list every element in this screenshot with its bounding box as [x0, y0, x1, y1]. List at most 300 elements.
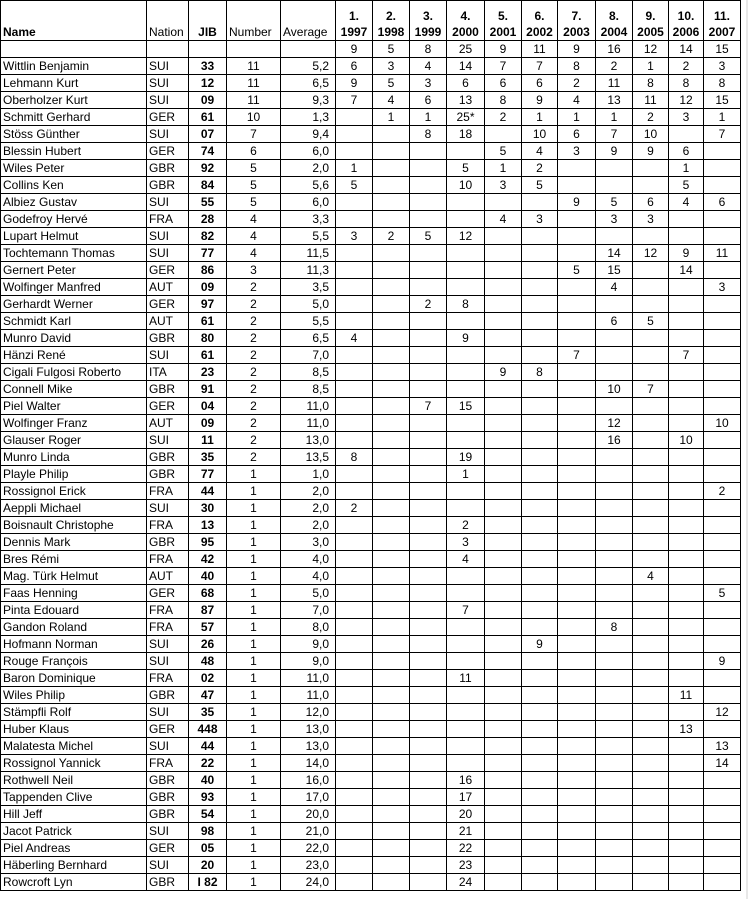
- nation-cell[interactable]: GER: [147, 840, 189, 857]
- year-rank-cell[interactable]: [447, 721, 485, 738]
- jib-cell[interactable]: 77: [189, 466, 227, 483]
- year-rank-cell[interactable]: [336, 296, 373, 313]
- year-rank-cell[interactable]: [447, 738, 485, 755]
- year-rank-cell[interactable]: [410, 568, 447, 585]
- year-rank-cell[interactable]: [669, 500, 704, 517]
- year-rank-cell[interactable]: [373, 534, 410, 551]
- year-rank-cell[interactable]: [410, 483, 447, 500]
- year-rank-cell[interactable]: [410, 704, 447, 721]
- year-rank-cell[interactable]: [704, 772, 741, 789]
- year-rank-cell[interactable]: [522, 857, 558, 874]
- year-rank-cell[interactable]: [704, 670, 741, 687]
- name-cell[interactable]: Malatesta Michel: [1, 738, 147, 755]
- average-cell[interactable]: 2,0: [281, 160, 336, 177]
- year-rank-cell[interactable]: [704, 296, 741, 313]
- nation-cell[interactable]: GBR: [147, 160, 189, 177]
- year-rank-cell[interactable]: [522, 466, 558, 483]
- year-rank-cell[interactable]: [485, 483, 522, 500]
- year-rank-cell[interactable]: [485, 704, 522, 721]
- nation-cell[interactable]: SUI: [147, 245, 189, 262]
- nation-cell[interactable]: GBR: [147, 534, 189, 551]
- number-cell[interactable]: 7: [227, 126, 281, 143]
- name-cell[interactable]: Cigali Fulgosi Roberto: [1, 364, 147, 381]
- year-rank-cell[interactable]: [558, 449, 596, 466]
- nation-cell[interactable]: SUI: [147, 126, 189, 143]
- year-rank-cell[interactable]: [633, 364, 669, 381]
- year-rank-cell[interactable]: [558, 364, 596, 381]
- number-cell[interactable]: 1: [227, 653, 281, 670]
- year-rank-cell[interactable]: [558, 296, 596, 313]
- year-rank-cell[interactable]: 3: [447, 534, 485, 551]
- average-cell[interactable]: 4,0: [281, 568, 336, 585]
- year-rank-cell[interactable]: 9: [522, 92, 558, 109]
- year-rank-cell[interactable]: [410, 738, 447, 755]
- year-rank-cell[interactable]: [485, 772, 522, 789]
- year-rank-cell[interactable]: [522, 500, 558, 517]
- year-rank-cell[interactable]: [669, 449, 704, 466]
- year-rank-cell[interactable]: [522, 823, 558, 840]
- number-cell[interactable]: 1: [227, 823, 281, 840]
- name-cell[interactable]: Lehmann Kurt: [1, 75, 147, 92]
- nation-cell[interactable]: FRA: [147, 755, 189, 772]
- year-rank-cell[interactable]: [410, 840, 447, 857]
- year-rank-cell[interactable]: [410, 466, 447, 483]
- year-rank-cell[interactable]: [373, 789, 410, 806]
- year-rank-cell[interactable]: 3: [596, 211, 633, 228]
- year-rank-cell[interactable]: [485, 789, 522, 806]
- year-rank-cell[interactable]: [485, 296, 522, 313]
- jib-cell[interactable]: 42: [189, 551, 227, 568]
- year-rank-cell[interactable]: [410, 432, 447, 449]
- jib-cell[interactable]: 48: [189, 653, 227, 670]
- total-participants[interactable]: 9: [558, 41, 596, 58]
- year-rank-cell[interactable]: [558, 483, 596, 500]
- name-cell[interactable]: Stöss Günther: [1, 126, 147, 143]
- year-rank-cell[interactable]: [485, 857, 522, 874]
- nation-cell[interactable]: GER: [147, 262, 189, 279]
- jib-cell[interactable]: 92: [189, 160, 227, 177]
- year-rank-cell[interactable]: [485, 602, 522, 619]
- year-rank-cell[interactable]: 13: [704, 738, 741, 755]
- year-rank-cell[interactable]: [596, 398, 633, 415]
- jib-cell[interactable]: 61: [189, 347, 227, 364]
- year-rank-cell[interactable]: 8: [522, 364, 558, 381]
- name-cell[interactable]: Lupart Helmut: [1, 228, 147, 245]
- year-rank-cell[interactable]: [410, 211, 447, 228]
- year-rank-cell[interactable]: [410, 636, 447, 653]
- year-rank-cell[interactable]: [633, 160, 669, 177]
- average-cell[interactable]: 5,2: [281, 58, 336, 75]
- year-rank-cell[interactable]: [669, 381, 704, 398]
- jib-cell[interactable]: 09: [189, 92, 227, 109]
- year-rank-cell[interactable]: [522, 347, 558, 364]
- year-rank-cell[interactable]: [558, 160, 596, 177]
- average-cell[interactable]: 11,0: [281, 670, 336, 687]
- year-rank-cell[interactable]: [373, 449, 410, 466]
- year-rank-cell[interactable]: [522, 449, 558, 466]
- nation-cell[interactable]: GBR: [147, 772, 189, 789]
- year-rank-cell[interactable]: [558, 517, 596, 534]
- number-cell[interactable]: 1: [227, 721, 281, 738]
- year-rank-cell[interactable]: 10: [522, 126, 558, 143]
- number-cell[interactable]: 1: [227, 857, 281, 874]
- header-name[interactable]: Name: [1, 1, 147, 41]
- year-rank-cell[interactable]: [558, 789, 596, 806]
- year-rank-cell[interactable]: [410, 415, 447, 432]
- year-rank-cell[interactable]: [336, 789, 373, 806]
- year-rank-cell[interactable]: [596, 687, 633, 704]
- name-cell[interactable]: Faas Henning: [1, 585, 147, 602]
- year-rank-cell[interactable]: [447, 619, 485, 636]
- year-rank-cell[interactable]: [410, 687, 447, 704]
- year-rank-cell[interactable]: [485, 806, 522, 823]
- year-rank-cell[interactable]: [373, 500, 410, 517]
- year-rank-cell[interactable]: 10: [669, 432, 704, 449]
- year-rank-cell[interactable]: 13: [669, 721, 704, 738]
- year-rank-cell[interactable]: 10: [596, 381, 633, 398]
- year-rank-cell[interactable]: 12: [596, 415, 633, 432]
- year-rank-cell[interactable]: [485, 755, 522, 772]
- average-cell[interactable]: 8,5: [281, 381, 336, 398]
- year-rank-cell[interactable]: [633, 653, 669, 670]
- name-cell[interactable]: Stämpfli Rolf: [1, 704, 147, 721]
- year-rank-cell[interactable]: 3: [373, 58, 410, 75]
- year-rank-cell[interactable]: 3: [704, 58, 741, 75]
- nation-cell[interactable]: GBR: [147, 449, 189, 466]
- year-rank-cell[interactable]: [373, 874, 410, 891]
- number-cell[interactable]: 3: [227, 262, 281, 279]
- year-rank-cell[interactable]: [704, 568, 741, 585]
- year-rank-cell[interactable]: [704, 347, 741, 364]
- year-rank-cell[interactable]: [704, 330, 741, 347]
- jib-cell[interactable]: 05: [189, 840, 227, 857]
- year-rank-cell[interactable]: [373, 415, 410, 432]
- total-participants[interactable]: 16: [596, 41, 633, 58]
- nation-cell[interactable]: SUI: [147, 738, 189, 755]
- name-cell[interactable]: Bres Rémi: [1, 551, 147, 568]
- year-rank-cell[interactable]: [633, 534, 669, 551]
- year-rank-cell[interactable]: [410, 500, 447, 517]
- average-cell[interactable]: 2,0: [281, 500, 336, 517]
- header-year[interactable]: 6. 2002: [522, 1, 558, 41]
- year-rank-cell[interactable]: [558, 398, 596, 415]
- year-rank-cell[interactable]: [558, 279, 596, 296]
- average-cell[interactable]: 22,0: [281, 840, 336, 857]
- name-cell[interactable]: Hofmann Norman: [1, 636, 147, 653]
- jib-cell[interactable]: 61: [189, 313, 227, 330]
- year-rank-cell[interactable]: 16: [447, 772, 485, 789]
- year-rank-cell[interactable]: 7: [522, 58, 558, 75]
- average-cell[interactable]: 4,0: [281, 551, 336, 568]
- average-cell[interactable]: 9,4: [281, 126, 336, 143]
- year-rank-cell[interactable]: [336, 874, 373, 891]
- year-rank-cell[interactable]: [704, 262, 741, 279]
- year-rank-cell[interactable]: [596, 789, 633, 806]
- number-cell[interactable]: 2: [227, 449, 281, 466]
- year-rank-cell[interactable]: [704, 228, 741, 245]
- year-rank-cell[interactable]: [410, 823, 447, 840]
- year-rank-cell[interactable]: [410, 194, 447, 211]
- nation-cell[interactable]: SUI: [147, 823, 189, 840]
- year-rank-cell[interactable]: [522, 279, 558, 296]
- year-rank-cell[interactable]: [485, 398, 522, 415]
- year-rank-cell[interactable]: 5: [485, 143, 522, 160]
- year-rank-cell[interactable]: [669, 364, 704, 381]
- year-rank-cell[interactable]: [522, 330, 558, 347]
- jib-cell[interactable]: 91: [189, 381, 227, 398]
- year-rank-cell[interactable]: [410, 330, 447, 347]
- average-cell[interactable]: 11,5: [281, 245, 336, 262]
- name-cell[interactable]: Schmitt Gerhard: [1, 109, 147, 126]
- name-cell[interactable]: Munro Linda: [1, 449, 147, 466]
- year-rank-cell[interactable]: 3: [669, 109, 704, 126]
- nation-cell[interactable]: AUT: [147, 568, 189, 585]
- year-rank-cell[interactable]: 6: [633, 194, 669, 211]
- year-rank-cell[interactable]: [669, 857, 704, 874]
- year-rank-cell[interactable]: [522, 483, 558, 500]
- year-rank-cell[interactable]: [522, 806, 558, 823]
- year-rank-cell[interactable]: 25*: [447, 109, 485, 126]
- year-rank-cell[interactable]: 9: [704, 653, 741, 670]
- average-cell[interactable]: 13,0: [281, 738, 336, 755]
- number-cell[interactable]: 1: [227, 840, 281, 857]
- year-rank-cell[interactable]: [373, 687, 410, 704]
- number-cell[interactable]: 2: [227, 313, 281, 330]
- name-cell[interactable]: Glauser Roger: [1, 432, 147, 449]
- year-rank-cell[interactable]: 2: [669, 58, 704, 75]
- total-participants[interactable]: 9: [336, 41, 373, 58]
- year-rank-cell[interactable]: [633, 687, 669, 704]
- year-rank-cell[interactable]: 6: [485, 75, 522, 92]
- year-rank-cell[interactable]: 2: [336, 500, 373, 517]
- year-rank-cell[interactable]: [485, 585, 522, 602]
- year-rank-cell[interactable]: [373, 670, 410, 687]
- name-cell[interactable]: Aeppli Michael: [1, 500, 147, 517]
- year-rank-cell[interactable]: 3: [704, 279, 741, 296]
- year-rank-cell[interactable]: 4: [447, 551, 485, 568]
- year-rank-cell[interactable]: [558, 619, 596, 636]
- jib-cell[interactable]: 23: [189, 364, 227, 381]
- year-rank-cell[interactable]: [336, 602, 373, 619]
- average-cell[interactable]: 3,3: [281, 211, 336, 228]
- year-rank-cell[interactable]: [485, 228, 522, 245]
- year-rank-cell[interactable]: [669, 279, 704, 296]
- nation-cell[interactable]: SUI: [147, 194, 189, 211]
- year-rank-cell[interactable]: [410, 772, 447, 789]
- year-rank-cell[interactable]: [373, 772, 410, 789]
- totals-blank[interactable]: [281, 41, 336, 58]
- year-rank-cell[interactable]: [485, 347, 522, 364]
- nation-cell[interactable]: GBR: [147, 789, 189, 806]
- year-rank-cell[interactable]: 4: [485, 211, 522, 228]
- year-rank-cell[interactable]: 15: [704, 92, 741, 109]
- year-rank-cell[interactable]: 1: [410, 109, 447, 126]
- jib-cell[interactable]: 13: [189, 517, 227, 534]
- year-rank-cell[interactable]: 20: [447, 806, 485, 823]
- average-cell[interactable]: 5,0: [281, 296, 336, 313]
- year-rank-cell[interactable]: [704, 789, 741, 806]
- year-rank-cell[interactable]: [373, 568, 410, 585]
- year-rank-cell[interactable]: 8: [485, 92, 522, 109]
- year-rank-cell[interactable]: [596, 721, 633, 738]
- jib-cell[interactable]: 09: [189, 415, 227, 432]
- total-participants[interactable]: 11: [522, 41, 558, 58]
- year-rank-cell[interactable]: 6: [447, 75, 485, 92]
- year-rank-cell[interactable]: [558, 823, 596, 840]
- number-cell[interactable]: 6: [227, 143, 281, 160]
- year-rank-cell[interactable]: 7: [336, 92, 373, 109]
- year-rank-cell[interactable]: [669, 619, 704, 636]
- year-rank-cell[interactable]: [410, 313, 447, 330]
- year-rank-cell[interactable]: [410, 517, 447, 534]
- year-rank-cell[interactable]: [485, 670, 522, 687]
- nation-cell[interactable]: ITA: [147, 364, 189, 381]
- year-rank-cell[interactable]: [633, 789, 669, 806]
- year-rank-cell[interactable]: [633, 857, 669, 874]
- year-rank-cell[interactable]: [336, 262, 373, 279]
- year-rank-cell[interactable]: 2: [522, 160, 558, 177]
- name-cell[interactable]: Rothwell Neil: [1, 772, 147, 789]
- year-rank-cell[interactable]: [336, 653, 373, 670]
- year-rank-cell[interactable]: [410, 602, 447, 619]
- nation-cell[interactable]: GBR: [147, 466, 189, 483]
- year-rank-cell[interactable]: [373, 296, 410, 313]
- year-rank-cell[interactable]: 5: [373, 75, 410, 92]
- year-rank-cell[interactable]: [447, 653, 485, 670]
- year-rank-cell[interactable]: [373, 313, 410, 330]
- year-rank-cell[interactable]: [410, 721, 447, 738]
- year-rank-cell[interactable]: [522, 670, 558, 687]
- year-rank-cell[interactable]: 8: [704, 75, 741, 92]
- year-rank-cell[interactable]: [336, 415, 373, 432]
- year-rank-cell[interactable]: [336, 517, 373, 534]
- year-rank-cell[interactable]: [633, 585, 669, 602]
- year-rank-cell[interactable]: 2: [704, 483, 741, 500]
- year-rank-cell[interactable]: 8: [558, 58, 596, 75]
- year-rank-cell[interactable]: 9: [447, 330, 485, 347]
- year-rank-cell[interactable]: [558, 687, 596, 704]
- year-rank-cell[interactable]: 6: [669, 143, 704, 160]
- average-cell[interactable]: 21,0: [281, 823, 336, 840]
- year-rank-cell[interactable]: [522, 381, 558, 398]
- number-cell[interactable]: 2: [227, 296, 281, 313]
- year-rank-cell[interactable]: 9: [558, 194, 596, 211]
- year-rank-cell[interactable]: 7: [596, 126, 633, 143]
- year-rank-cell[interactable]: [669, 534, 704, 551]
- year-rank-cell[interactable]: [704, 721, 741, 738]
- average-cell[interactable]: 5,5: [281, 313, 336, 330]
- nation-cell[interactable]: FRA: [147, 619, 189, 636]
- average-cell[interactable]: 11,0: [281, 687, 336, 704]
- year-rank-cell[interactable]: [522, 228, 558, 245]
- year-rank-cell[interactable]: [410, 449, 447, 466]
- year-rank-cell[interactable]: 16: [596, 432, 633, 449]
- year-rank-cell[interactable]: [336, 636, 373, 653]
- year-rank-cell[interactable]: [633, 466, 669, 483]
- year-rank-cell[interactable]: [633, 619, 669, 636]
- year-rank-cell[interactable]: [596, 823, 633, 840]
- year-rank-cell[interactable]: [669, 296, 704, 313]
- jib-cell[interactable]: 86: [189, 262, 227, 279]
- year-rank-cell[interactable]: [522, 568, 558, 585]
- number-cell[interactable]: 1: [227, 517, 281, 534]
- year-rank-cell[interactable]: [522, 602, 558, 619]
- year-rank-cell[interactable]: [669, 874, 704, 891]
- year-rank-cell[interactable]: 10: [704, 415, 741, 432]
- year-rank-cell[interactable]: [373, 840, 410, 857]
- year-rank-cell[interactable]: [336, 381, 373, 398]
- year-rank-cell[interactable]: [447, 585, 485, 602]
- year-rank-cell[interactable]: 2: [633, 109, 669, 126]
- year-rank-cell[interactable]: [633, 602, 669, 619]
- number-cell[interactable]: 1: [227, 687, 281, 704]
- average-cell[interactable]: 5,0: [281, 585, 336, 602]
- year-rank-cell[interactable]: 13: [596, 92, 633, 109]
- number-cell[interactable]: 5: [227, 160, 281, 177]
- year-rank-cell[interactable]: [410, 534, 447, 551]
- year-rank-cell[interactable]: [336, 126, 373, 143]
- year-rank-cell[interactable]: 1: [704, 109, 741, 126]
- year-rank-cell[interactable]: [596, 738, 633, 755]
- year-rank-cell[interactable]: [410, 245, 447, 262]
- year-rank-cell[interactable]: [522, 687, 558, 704]
- name-cell[interactable]: Rossignol Yannick: [1, 755, 147, 772]
- year-rank-cell[interactable]: [633, 772, 669, 789]
- year-rank-cell[interactable]: [373, 602, 410, 619]
- year-rank-cell[interactable]: 18: [447, 126, 485, 143]
- year-rank-cell[interactable]: [447, 483, 485, 500]
- jib-cell[interactable]: 20: [189, 857, 227, 874]
- year-rank-cell[interactable]: [485, 245, 522, 262]
- year-rank-cell[interactable]: 14: [596, 245, 633, 262]
- average-cell[interactable]: 6,5: [281, 75, 336, 92]
- jib-cell[interactable]: 44: [189, 483, 227, 500]
- year-rank-cell[interactable]: [596, 874, 633, 891]
- year-rank-cell[interactable]: [522, 194, 558, 211]
- number-cell[interactable]: 1: [227, 602, 281, 619]
- year-rank-cell[interactable]: [633, 874, 669, 891]
- year-rank-cell[interactable]: [558, 653, 596, 670]
- name-cell[interactable]: Pinta Edouard: [1, 602, 147, 619]
- year-rank-cell[interactable]: [373, 653, 410, 670]
- header-year[interactable]: 9. 2005: [633, 1, 669, 41]
- header-year[interactable]: 11. 2007: [704, 1, 741, 41]
- year-rank-cell[interactable]: [336, 619, 373, 636]
- year-rank-cell[interactable]: [485, 568, 522, 585]
- year-rank-cell[interactable]: [336, 551, 373, 568]
- year-rank-cell[interactable]: 7: [669, 347, 704, 364]
- average-cell[interactable]: 5,6: [281, 177, 336, 194]
- year-rank-cell[interactable]: [336, 772, 373, 789]
- average-cell[interactable]: 8,5: [281, 364, 336, 381]
- jib-cell[interactable]: 22: [189, 755, 227, 772]
- year-rank-cell[interactable]: 5: [669, 177, 704, 194]
- year-rank-cell[interactable]: [596, 500, 633, 517]
- year-rank-cell[interactable]: [704, 517, 741, 534]
- year-rank-cell[interactable]: [373, 262, 410, 279]
- year-rank-cell[interactable]: [373, 517, 410, 534]
- year-rank-cell[interactable]: [596, 653, 633, 670]
- jib-cell[interactable]: 448: [189, 721, 227, 738]
- year-rank-cell[interactable]: [522, 619, 558, 636]
- average-cell[interactable]: 23,0: [281, 857, 336, 874]
- year-rank-cell[interactable]: [633, 670, 669, 687]
- name-cell[interactable]: Rouge François: [1, 653, 147, 670]
- year-rank-cell[interactable]: [410, 381, 447, 398]
- year-rank-cell[interactable]: [410, 143, 447, 160]
- jib-cell[interactable]: 68: [189, 585, 227, 602]
- nation-cell[interactable]: FRA: [147, 517, 189, 534]
